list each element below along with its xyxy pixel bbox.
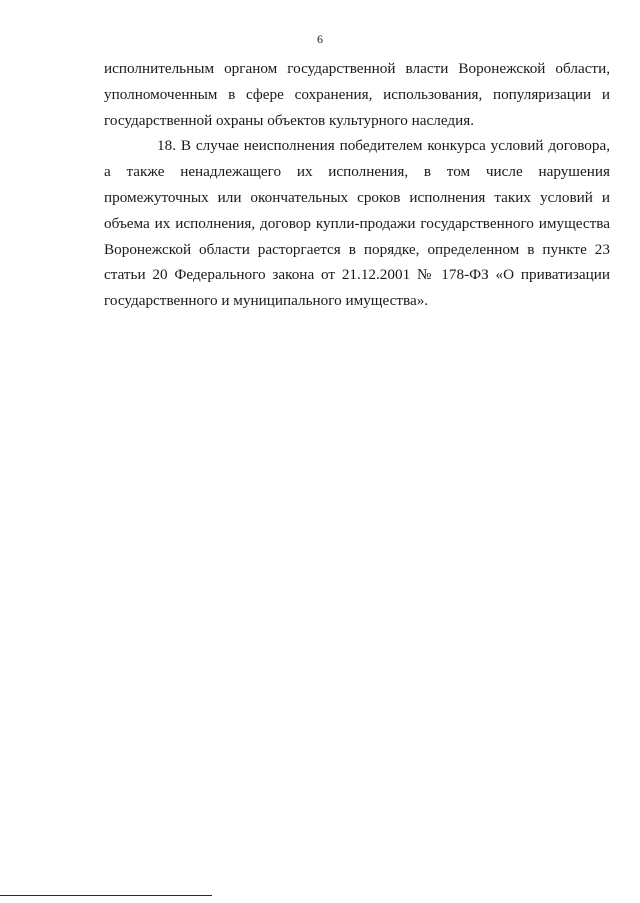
page-number: 6 [317,32,323,46]
paragraph-clause-18: 18. В случае неисполнения победителем конкурса условий договора, а также ненадлежащего их исполнения, в том числе нарушения промежуточных или окончательных сроков исполнения таких условий и объема их исполнения, договор купли-продажи государственного имущества Воронежской области расторгается в порядке, определенном в пункте 23 статьи 20 Федерального закона от 21.12.2001 № 178-ФЗ «О приватизации государственного и муниципального имущества». [104,137,610,310]
document-body [104,56,610,314]
bottom-divider [0,895,212,896]
paragraph-continuation: исполнительным органом государственной власти Воронежской области, уполномоченным в сфере сохранения, использования, популяризации и государственной охраны объектов культурного наследия. [104,60,610,129]
